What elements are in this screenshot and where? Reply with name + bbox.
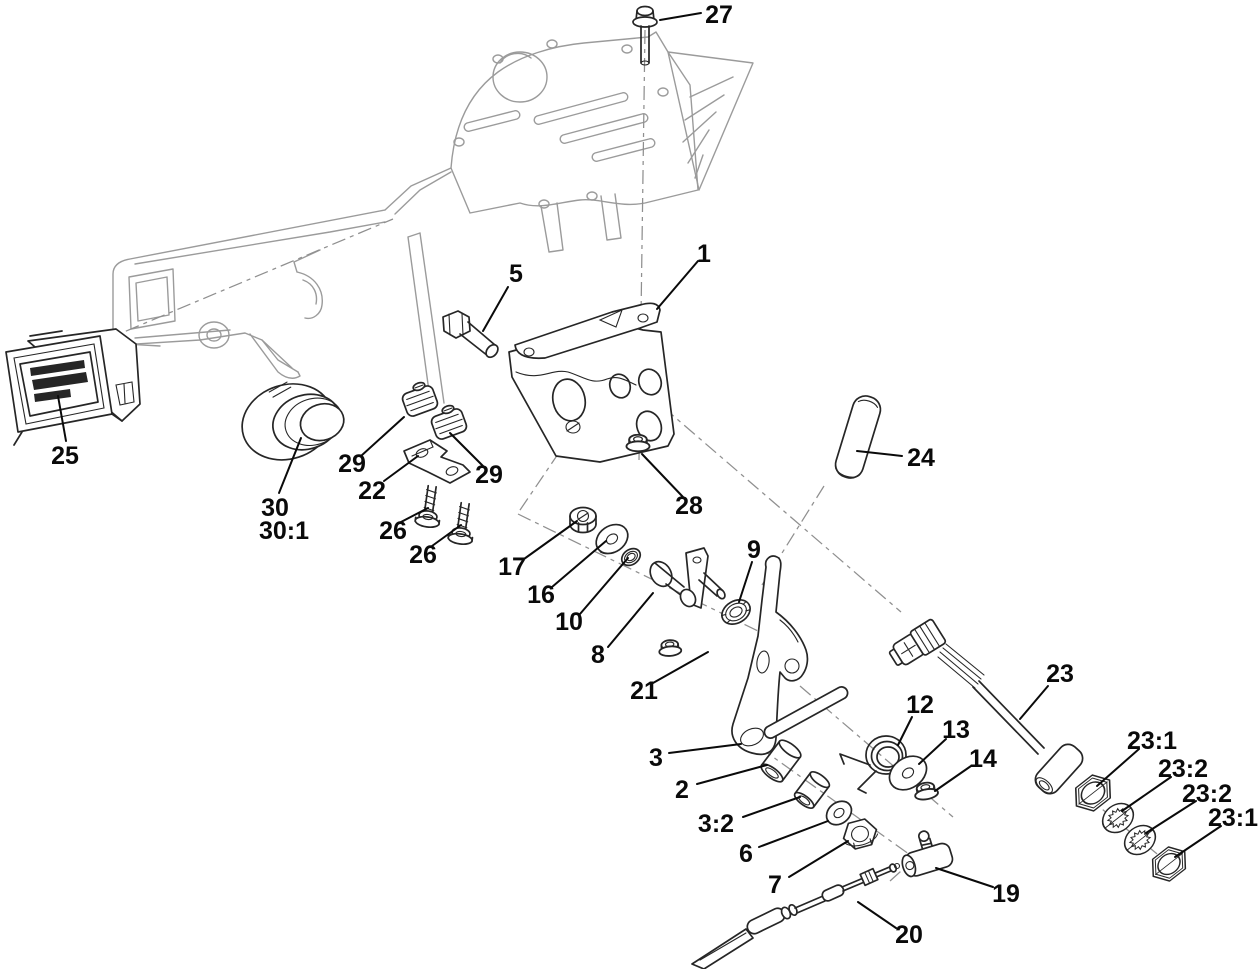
part-21-nut: [658, 639, 681, 657]
callout-14: 14: [969, 745, 997, 773]
callout-1: 1: [697, 240, 711, 268]
part-26-bolt-right: [448, 502, 477, 546]
frame-fin: [668, 52, 753, 190]
part-25-switch: [6, 329, 140, 445]
callout-23-1-upper: 23:1: [1126, 727, 1178, 755]
callout-16: 16: [527, 581, 555, 609]
part-24-grip: [832, 393, 883, 482]
callout-30-1: 30:1: [258, 517, 310, 545]
callout-28: 28: [675, 492, 703, 520]
callout-23-2-upper: 23:2: [1157, 755, 1209, 783]
callout-23: 23: [1046, 660, 1074, 688]
callout-23-2-lower: 23:2: [1181, 780, 1233, 808]
part-23-connector: [886, 619, 947, 671]
part-8-pivot-shaft: [646, 548, 727, 609]
callout-2: 2: [675, 776, 689, 804]
part-26-bolt-left: [415, 485, 444, 529]
part-7-nut: [840, 817, 880, 851]
callout-25: 25: [51, 442, 79, 470]
callout-29-left: 29: [338, 450, 366, 478]
part-29-clip-left: [399, 379, 439, 418]
callout-13: 13: [942, 716, 970, 744]
callout-23-1-lower: 23:1: [1207, 804, 1258, 832]
part-23-1-jam-nut-lower: [1145, 841, 1193, 887]
callout-9: 9: [747, 536, 761, 564]
callout-26-left: 26: [379, 517, 407, 545]
callout-26-right: 26: [409, 541, 437, 569]
callout-19: 19: [992, 880, 1020, 908]
part-5-bolt: [443, 311, 500, 360]
part-9-bushing: [718, 595, 755, 629]
part-1-mount-bracket: [509, 303, 674, 462]
part-22-bracket: [404, 440, 470, 483]
callout-21: 21: [630, 677, 658, 705]
part-30-knob: [232, 369, 351, 472]
callout-7: 7: [768, 871, 782, 899]
callout-10: 10: [555, 608, 583, 636]
callout-17: 17: [498, 553, 526, 581]
part-3-lever: [732, 556, 848, 754]
callout-20: 20: [895, 921, 923, 949]
callout-22: 22: [358, 477, 386, 505]
callout-29-right: 29: [475, 461, 503, 489]
callout-24: 24: [907, 444, 935, 472]
part-28-nut: [626, 435, 649, 452]
callout-12: 12: [906, 691, 934, 719]
callout-5: 5: [509, 260, 523, 288]
part-17-nut: [570, 508, 596, 533]
callout-27: 27: [705, 1, 733, 29]
callout-8: 8: [591, 641, 605, 669]
callout-3: 3: [649, 744, 663, 772]
callout-3-2: 3:2: [697, 810, 735, 838]
callout-6: 6: [739, 840, 753, 868]
callout-30: 30: [261, 494, 289, 522]
part-20-cable: [692, 863, 900, 969]
